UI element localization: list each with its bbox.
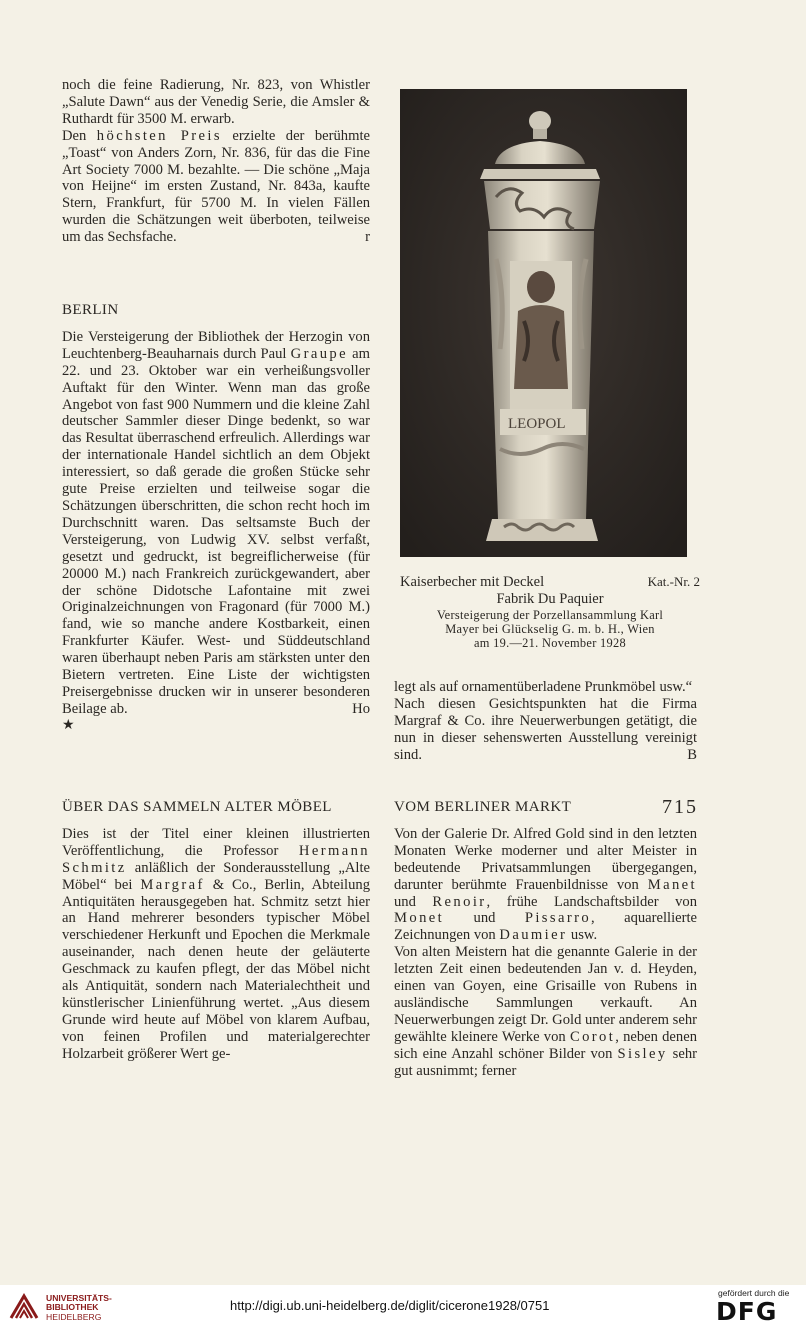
heading-berlin: BERLIN: [62, 302, 119, 318]
caption-title: Kaiserbecher mit Deckel: [400, 574, 545, 590]
heading-markt: VOM BERLINER MARKT: [394, 799, 572, 815]
funded-by-label: gefördert durch die: [718, 1288, 790, 1298]
author-initial: Ho: [352, 700, 370, 717]
section-moebel: [62, 799, 370, 1063]
caption-cat-number: Kat.-Nr. 2: [647, 574, 700, 589]
goblet-illustration: [400, 89, 687, 557]
star-separator: ★: [62, 717, 75, 733]
inscription-text: LEOPOL: [508, 416, 566, 432]
dfg-logo: DFG: [716, 1297, 778, 1326]
caption-auction: Versteigerung der Porzellansammlung Karl Mayer bei Glückselig G. m. b. H., Wien am 19.—21. November 1928: [436, 608, 664, 650]
paragraph-margraf: Nach diesen Gesichtspunkten hat die Firma Margraf & Co. ihre Neuerwerbungen getätigt, die nun in dieser sehenswerten Ausstellung vereinigt sind. B: [394, 695, 697, 763]
paragraph-hoechster-preis: Den höchsten Preis erzielte der berühmte „Toast“ von Anders Zorn, Nr. 836, für das die Fine Art Society 7000 M. bezahlte. — Die schöne „Maja von Heijne“ im ersten Zustand, Nr. 843a, kaufte Stern, Frankfurt, für 5700 M. In vielen Fällen wurden die Schätzungen weit überboten, teilweise um das Sechsfache. r: [62, 127, 370, 246]
section-markt: [394, 799, 697, 1080]
paragraph-galerie-gold: Von der Galerie Dr. Alfred Gold sind in den letzten Monaten Werke moderner und alter Meister in bedeutende Privatsammlungen übergegangen, darunter berühmte Frauenbildnisse von Manet und Renoir, frühe Landschaftsbilder von Monet und Pissarro, aquarellierte Zeichnungen von Daumier usw.: [394, 825, 698, 944]
paragraph-radierung: noch die feine Radierung, Nr. 823, von Whistler „Salute Dawn“ aus der Venedig Serie, die Amsler & Ruthardt für 3500 M. erwarb.: [62, 77, 370, 127]
paragraph-moebel: Dies ist der Titel einer kleinen illustrierten Veröffentlichung, die Professor Hermann Schmitz anläßlich der Sonderausstellung „Alte Möbel“ bei Margraf & Co., Berlin, Abteilung Antiquitäten herausgegeben hat. Schmitz setzt hier an Hand mehrerer besonders typischer Möbel verschiedener Herkunft und Epochen die Merkmale auseinander, nach denen heute der geläuterte Geschmack zu kaufen pflegt, der das Möbel nicht als Antiquität, sondern nach Materialechtheit und künstlerischer Linienführung wertet. „Aus diesem Grunde wird heute auf Möbel von klarem Aufbau, von feinen Profilen und materialgerechter Holzarbeit größerer Wert ge-: [62, 825, 370, 1062]
author-initial: r: [365, 229, 370, 246]
paragraph-berlin: Die Versteigerung der Bibliothek der Herzogin von Leuchtenberg-Beauharnais durch Paul Graupe am 22. und 23. Oktober war ein verheißungsvoller Auftakt für den Winter. Wenn man das große Angebot von fast 900 Nummern und die kleine Zahl deutscher Sammler dieser Dinge bedenkt, so war das Resultat überraschend erfreulich. Allerdings war der internationale Handel sichtlich an dem Objekt interessiert, so daß gerade die großen Stücke sehr gute Preise erzielten und teilweise sogar die Schätzungen überschritten, die schon recht hoch im Durchschnitt waren. Das seltsamste Buch der Versteigerung, von Ludwig XV. selbst verfaßt, gesetzt und gedruckt, ist begreiflicherweise (für 20000 M.) nach Frankreich zurückgewandert, aber der schöne Didotsche Lafontaine mit zwei Originalzeichnungen von Fragonard (für 7000 M.) fand, wie so manche andere Kostbarkeit, einen Frankfurter Käufer. West- und Süddeutschland waren überhaupt neben Paris am stärksten unter den Bietern vertreten. Eine Liste der wichtigsten Preisergebnisse drucken wir in unserer besonderen Beilage ab. Ho: [62, 328, 370, 717]
ub-heidelberg-logo-icon: [8, 1293, 40, 1321]
heading-moebel: ÜBER DAS SAMMELN ALTER MÖBEL: [62, 799, 332, 815]
photo-kaiserbecher: [400, 89, 687, 557]
right-column-top: [394, 679, 697, 764]
caption-maker: Fabrik Du Paquier: [496, 591, 604, 607]
caption-title-line: [400, 574, 700, 591]
left-column-top: [62, 77, 370, 246]
ub-heidelberg-name: UNIVERSITÄTS- BIBLIOTHEK HEIDELBERG: [46, 1293, 112, 1322]
author-initial: B: [687, 746, 697, 763]
permalink-url[interactable]: http://digi.ub.uni-heidelberg.de/diglit/cicerone1928/0751: [230, 1298, 550, 1313]
section-berlin: [62, 302, 370, 735]
page-number: 715: [662, 796, 698, 818]
paragraph-prunkmoebel: legt als auf ornamentüberladene Prunkmöbel usw.“: [394, 679, 693, 695]
digitization-footer: [0, 1285, 806, 1326]
paragraph-alte-meister: Von alten Meistern hat die genannte Galerie in der letzten Zeit einen bedeutenden Jan v. d. Heyden, einen van Goyen, eine Grisaille von Rubens in ausländische Sammlungen verkauft. An Neuerwerbungen zeigt Dr. Gold unter anderem sehr gewählte kleinere Werke von Corot, neben denen sich eine Anzahl schöner Bilder von Sisley sehr gut ausnimmt; ferner: [394, 944, 697, 1079]
